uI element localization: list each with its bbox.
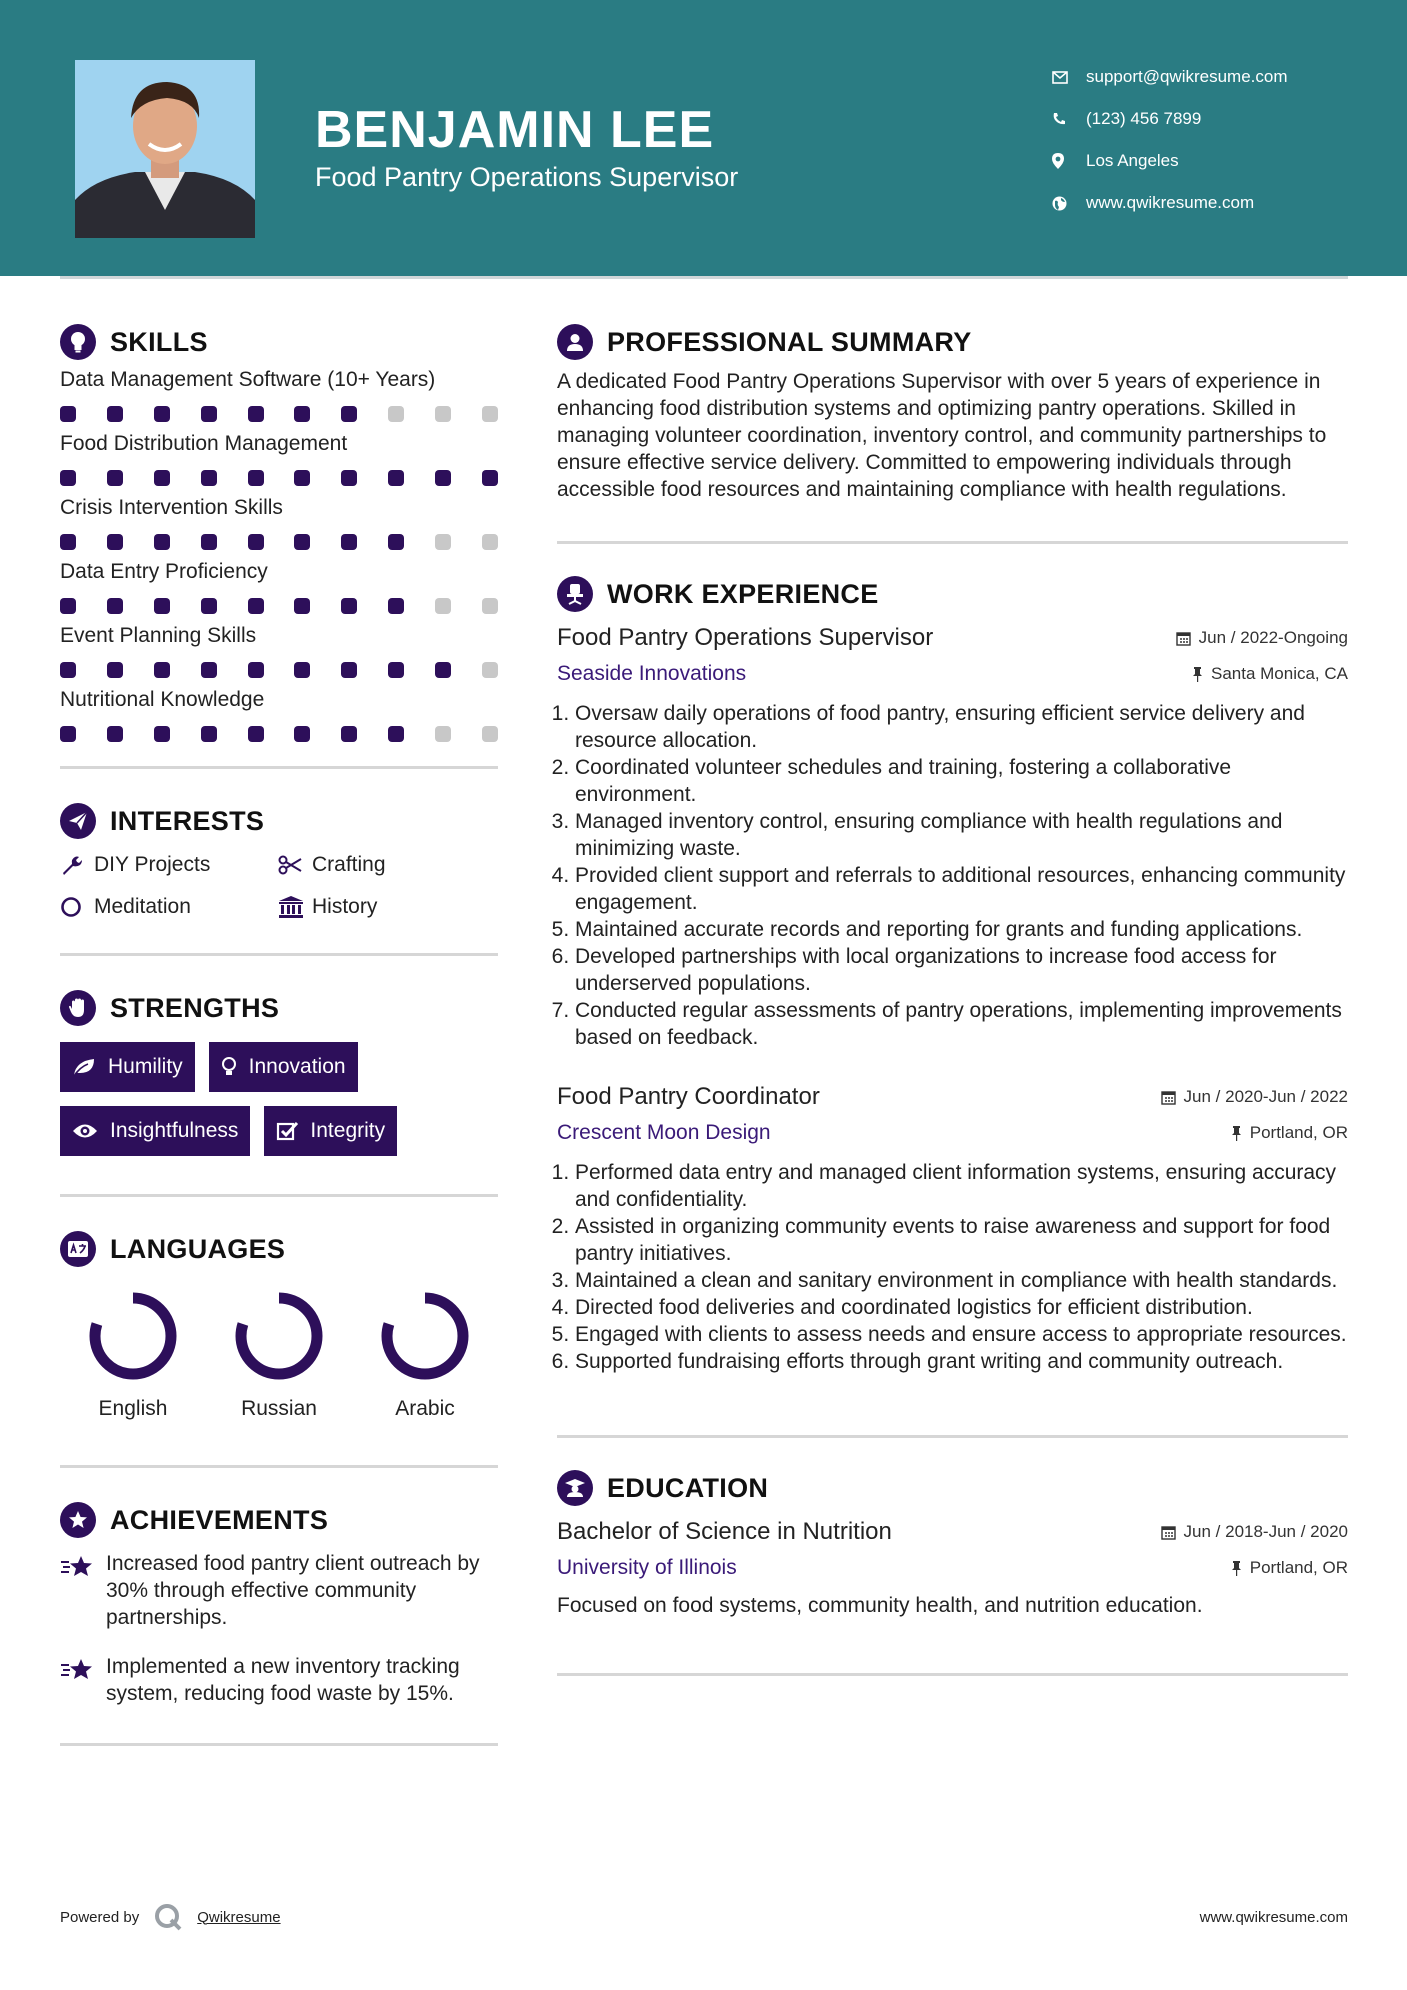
languages-heading: LANGUAGES — [60, 1229, 498, 1269]
section-divider — [557, 1435, 1348, 1438]
rating-dot-filled — [248, 470, 264, 486]
rating-dot-filled — [154, 598, 170, 614]
language-ring — [86, 1289, 180, 1383]
achievement-item: Increased food pantry client outreach by 30% through effective community partnerships. — [60, 1550, 498, 1631]
rating-dot-filled — [294, 406, 310, 422]
language-label: Russian — [241, 1397, 317, 1420]
header-divider — [60, 276, 1348, 279]
job-title: Food Pantry Coordinator — [557, 1083, 820, 1110]
contact-list — [1052, 56, 1288, 224]
qwikresume-logo-icon — [153, 1902, 183, 1932]
skill-rating — [60, 406, 498, 422]
skill-name: Data Management Software (10+ Years) — [60, 368, 436, 391]
language-label: English — [98, 1397, 168, 1420]
achievement-item: Implemented a new inventory tracking system, reducing food waste by 15%. — [60, 1653, 498, 1707]
strengths-list — [60, 1042, 498, 1156]
rating-dot-filled — [341, 534, 357, 550]
duty-item: 2. Coordinated volunteer schedules and training, fostering a collaborative environment. — [575, 754, 1348, 808]
language-item — [60, 1289, 206, 1421]
duty-item: 7. Conducted regular assessments of pantry operations, implementing improvements based on feedback. — [575, 997, 1348, 1051]
rating-dot-filled — [201, 598, 217, 614]
education-description: Focused on food systems, community health, and nutrition education. — [557, 1594, 1203, 1617]
rating-dot-filled — [294, 534, 310, 550]
map-pin-icon — [1052, 153, 1086, 169]
wrench-icon — [60, 854, 94, 876]
section-divider — [557, 541, 1348, 544]
skill-item — [60, 496, 498, 550]
profile-photo — [75, 60, 255, 238]
rating-dot-filled — [60, 470, 76, 486]
rating-dot-filled — [388, 534, 404, 550]
rating-dot-filled — [107, 662, 123, 678]
rating-dot-filled — [341, 470, 357, 486]
calendar-icon — [1161, 1090, 1176, 1105]
skill-item — [60, 624, 498, 678]
interests-list — [60, 853, 498, 919]
calendar-icon — [1161, 1525, 1176, 1540]
rating-dot-filled — [294, 662, 310, 678]
star-badge-icon — [60, 1502, 96, 1538]
rating-dot-empty — [482, 406, 498, 422]
rating-dot-filled — [60, 598, 76, 614]
right-column — [557, 322, 1348, 1676]
office-chair-icon — [557, 576, 593, 612]
eye-icon — [72, 1122, 98, 1140]
duty-item: 5. Maintained accurate records and reporting for grants and funding applications. — [575, 916, 1348, 943]
interest-item: Crafting — [278, 853, 498, 877]
rating-dot-filled — [107, 470, 123, 486]
rating-dot-filled — [201, 726, 217, 742]
lightbulb-icon — [221, 1056, 237, 1078]
candidate-title: Food Pantry Operations Supervisor — [315, 162, 739, 192]
rating-dot-filled — [107, 598, 123, 614]
interest-item: DIY Projects — [60, 853, 278, 877]
rating-dot-filled — [248, 534, 264, 550]
contact-email[interactable] — [1052, 56, 1288, 98]
duty-item: 4. Directed food deliveries and coordinated logistics for efficient distribution. — [575, 1294, 1348, 1321]
contact-email-text: support@qwikresume.com — [1086, 67, 1288, 86]
rating-dot-filled — [154, 726, 170, 742]
job-dates: Jun / 2020-Jun / 2022 — [1161, 1087, 1348, 1107]
leaf-icon — [72, 1057, 96, 1077]
contact-location-text: Los Angeles — [1086, 151, 1179, 170]
rating-dot-filled — [60, 662, 76, 678]
rating-dot-empty — [482, 598, 498, 614]
duties-list — [557, 700, 1348, 1051]
duty-item: 5. Engaged with clients to assess needs and ensure access to appropriate resources. — [575, 1321, 1348, 1348]
interests-heading: INTERESTS — [60, 801, 498, 841]
user-icon — [557, 324, 593, 360]
rating-dot-filled — [341, 662, 357, 678]
duty-item: 1. Performed data entry and managed client information systems, ensuring accuracy and confidentiality. — [575, 1159, 1348, 1213]
rating-dot-filled — [294, 470, 310, 486]
skill-rating — [60, 662, 498, 678]
paper-plane-icon — [60, 803, 96, 839]
rating-dot-filled — [341, 598, 357, 614]
company-name: Seaside Innovations — [557, 662, 747, 685]
rating-dot-filled — [201, 662, 217, 678]
pushpin-icon — [1231, 1561, 1242, 1576]
job-title: Food Pantry Operations Supervisor — [557, 624, 934, 651]
contact-phone[interactable] — [1052, 98, 1288, 140]
left-column — [60, 322, 498, 1746]
rating-dot-filled — [154, 534, 170, 550]
rating-dot-filled — [341, 726, 357, 742]
duty-item: 2. Assisted in organizing community events to raise awareness and support for food pantry initiatives. — [575, 1213, 1348, 1267]
language-ring — [232, 1289, 326, 1383]
rating-dot-filled — [294, 598, 310, 614]
rating-dot-filled — [388, 662, 404, 678]
experience-heading: WORK EXPERIENCE — [557, 574, 1348, 614]
rating-dot-filled — [388, 598, 404, 614]
shooting-star-icon — [60, 1550, 106, 1631]
duty-item: 3. Maintained a clean and sanitary environment in compliance with health standards. — [575, 1267, 1348, 1294]
language-ring-arc — [241, 1298, 317, 1374]
rating-dot-filled — [60, 534, 76, 550]
rating-dot-filled — [107, 726, 123, 742]
skill-rating — [60, 470, 498, 486]
job-entry — [557, 624, 1348, 1051]
rating-dot-filled — [248, 662, 264, 678]
language-ring-arc — [95, 1298, 171, 1374]
envelope-icon — [1052, 71, 1086, 84]
skill-item — [60, 688, 498, 742]
rating-dot-filled — [107, 534, 123, 550]
job-dates: Jun / 2022-Ongoing — [1176, 628, 1348, 648]
rating-dot-filled — [388, 470, 404, 486]
summary-text: A dedicated Food Pantry Operations Supervisor with over 5 years of experience in enhancing food distribution systems and optimizing pantry operations. Skilled in managing volunteer coordination, inventory control, and community partnerships to ensure effective service delivery. Committed to empowering individuals through accessible food resources and maintaining compliance with health regulations. — [557, 370, 1327, 501]
language-icon — [60, 1231, 96, 1267]
language-ring — [378, 1289, 472, 1383]
rating-dot-empty — [435, 598, 451, 614]
summary-heading: PROFESSIONAL SUMMARY — [557, 322, 1348, 362]
contact-website[interactable] — [1052, 182, 1288, 224]
rating-dot-empty — [482, 662, 498, 678]
achievements-list — [60, 1550, 498, 1707]
duty-item: 6. Developed partnerships with local organizations to increase food access for underserved populations. — [575, 943, 1348, 997]
rating-dot-filled — [201, 406, 217, 422]
section-divider — [557, 1673, 1348, 1676]
interest-item: Meditation — [60, 895, 278, 919]
rating-dot-filled — [154, 406, 170, 422]
job-entry — [557, 1083, 1348, 1375]
globe-icon — [1052, 196, 1086, 211]
rating-dot-filled — [248, 598, 264, 614]
section-divider — [60, 1194, 498, 1197]
resume-header — [0, 0, 1407, 276]
contact-phone-text: (123) 456 7899 — [1086, 109, 1202, 128]
pushpin-icon — [1231, 1126, 1242, 1141]
shooting-star-icon — [60, 1653, 106, 1707]
rating-dot-empty — [388, 406, 404, 422]
duty-item: 1. Oversaw daily operations of food pantry, ensuring efficient service delivery and resource allocation. — [575, 700, 1348, 754]
skill-name: Food Distribution Management — [60, 432, 348, 455]
rating-dot-filled — [201, 534, 217, 550]
phone-icon — [1052, 112, 1086, 126]
check-square-icon — [276, 1120, 298, 1142]
rating-dot-empty — [435, 406, 451, 422]
language-label: Arabic — [395, 1397, 455, 1420]
footer-url[interactable]: www.qwikresume.com — [1199, 1908, 1348, 1926]
education-entry — [557, 1518, 1348, 1619]
rating-dot-filled — [107, 406, 123, 422]
rating-dot-filled — [248, 726, 264, 742]
skill-item — [60, 432, 498, 486]
duties-list — [557, 1159, 1348, 1375]
calendar-icon — [1176, 631, 1191, 646]
achievements-heading: ACHIEVEMENTS — [60, 1500, 498, 1540]
qwikresume-link[interactable]: Qwikresume — [197, 1908, 281, 1926]
strength-chip: Humility — [60, 1042, 195, 1092]
education-heading: EDUCATION — [557, 1468, 1348, 1508]
skill-name: Data Entry Proficiency — [60, 560, 268, 583]
section-divider — [60, 1743, 498, 1746]
skill-item — [60, 560, 498, 614]
skills-list — [60, 368, 498, 742]
skill-rating — [60, 598, 498, 614]
strength-chip: Innovation — [209, 1042, 358, 1092]
hand-icon — [60, 990, 96, 1026]
strength-chip: Integrity — [264, 1106, 397, 1156]
footer — [60, 1902, 1348, 1932]
company-name: Crescent Moon Design — [557, 1121, 771, 1144]
museum-icon — [278, 895, 312, 919]
rating-dot-filled — [60, 726, 76, 742]
powered-by: Powered by Qwikresume — [60, 1902, 281, 1932]
rating-dot-filled — [248, 406, 264, 422]
duty-item: 4. Provided client support and referrals to additional resources, enhancing community engagement. — [575, 862, 1348, 916]
skill-name: Nutritional Knowledge — [60, 688, 265, 711]
section-divider — [60, 766, 498, 769]
education-dates: Jun / 2018-Jun / 2020 — [1161, 1522, 1348, 1542]
language-ring-arc — [387, 1298, 463, 1374]
scissors-icon — [278, 855, 312, 875]
candidate-name: BENJAMIN LEE — [315, 101, 715, 159]
contact-website-text: www.qwikresume.com — [1086, 193, 1255, 212]
pushpin-icon — [1192, 667, 1203, 682]
rating-dot-filled — [60, 406, 76, 422]
skill-name: Event Planning Skills — [60, 624, 257, 647]
interest-item: History — [278, 895, 498, 919]
skills-heading: SKILLS — [60, 322, 498, 362]
section-divider — [60, 953, 498, 956]
degree-name: Bachelor of Science in Nutrition — [557, 1518, 892, 1545]
rating-dot-filled — [435, 662, 451, 678]
section-divider — [60, 1465, 498, 1468]
strengths-heading: STRENGTHS — [60, 988, 498, 1028]
job-location: Portland, OR — [1231, 1123, 1348, 1143]
lightbulb-icon — [60, 324, 96, 360]
rating-dot-filled — [341, 406, 357, 422]
rating-dot-filled — [482, 470, 498, 486]
rating-dot-empty — [482, 726, 498, 742]
languages-list — [60, 1289, 498, 1421]
skill-name: Crisis Intervention Skills — [60, 496, 283, 519]
strength-chip: Insightfulness — [60, 1106, 250, 1156]
skill-rating — [60, 726, 498, 742]
language-item — [352, 1289, 498, 1421]
rating-dot-filled — [435, 470, 451, 486]
skill-item — [60, 368, 498, 422]
rating-dot-filled — [154, 470, 170, 486]
duty-item: 6. Supported fundraising efforts through grant writing and community outreach. — [575, 1348, 1348, 1375]
rating-dot-filled — [388, 726, 404, 742]
rating-dot-empty — [482, 534, 498, 550]
skill-rating — [60, 534, 498, 550]
rating-dot-filled — [294, 726, 310, 742]
rating-dot-empty — [435, 726, 451, 742]
language-item — [206, 1289, 352, 1421]
job-location: Santa Monica, CA — [1192, 664, 1348, 684]
graduate-icon — [557, 1470, 593, 1506]
rating-dot-filled — [201, 470, 217, 486]
circle-icon — [60, 896, 94, 918]
school-name: University of Illinois — [557, 1556, 737, 1579]
contact-location — [1052, 140, 1288, 182]
duty-item: 3. Managed inventory control, ensuring compliance with health regulations and minimizing waste. — [575, 808, 1348, 862]
education-location: Portland, OR — [1231, 1558, 1348, 1578]
rating-dot-empty — [435, 534, 451, 550]
rating-dot-filled — [154, 662, 170, 678]
